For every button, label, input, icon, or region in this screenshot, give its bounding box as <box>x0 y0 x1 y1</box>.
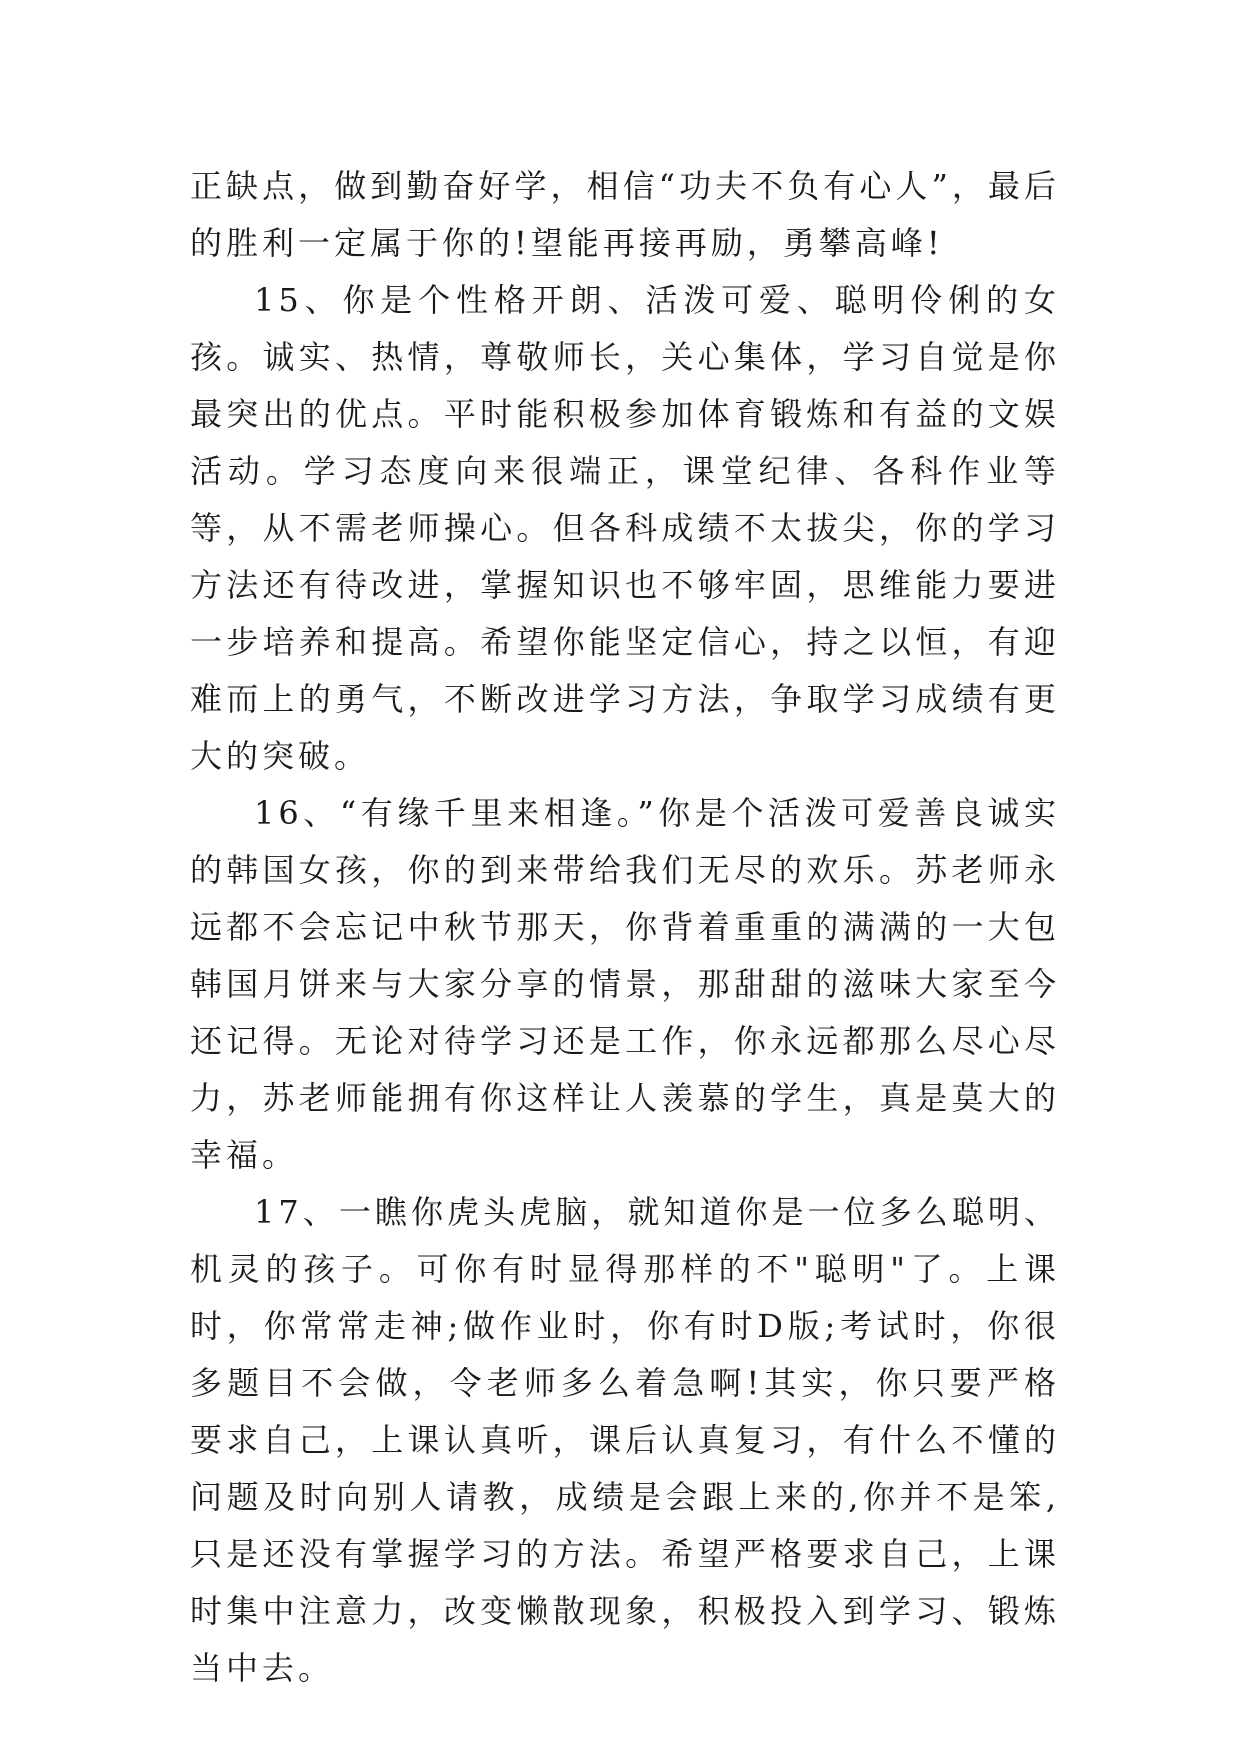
paragraph-15: 15、你是个性格开朗、活泼可爱、聪明伶俐的女孩。诚实、热情，尊敬师长，关心集体，学习自觉是你最突出的优点。平时能积极参加体育锻炼和有益的文娱活动。学习态度向来很端正，课堂纪律、各科作业等等，从不需老师操心。但各科成绩不太拔尖，你的学习方法还有待改进，掌握知识也不够牢固，思维能力要进一步培养和提高。希望你能坚定信心，持之以恒，有迎难而上的勇气，不断改进学习方法，争取学习成绩有更大的突破。 <box>190 281 1060 775</box>
paragraph-17: 17、一瞧你虎头虎脑，就知道你是一位多么聪明、机灵的孩子。可你有时显得那样的不"聪明"了。上课时，你常常走神;做作业时，你有时D版;考试时，你很多题目不会做，令老师多么着急啊!其实，你只要严格要求自己，上课认真听，课后认真复习，有什么不懂的问题及时向别人请教，成绩是会跟上来的,你并不是笨,只是还没有掌握学习的方法。希望严格要求自己，上课时集中注意力，改变懒散现象，积极投入到学习、锻炼当中去。 <box>190 1193 1060 1687</box>
paragraph-14-continuation: 正缺点，做到勤奋好学，相信“功夫不负有心人”，最后的胜利一定属于你的!望能再接再励，勇攀高峰! <box>190 167 1060 262</box>
paragraph-16: 16、“有缘千里来相逢。”你是个活泼可爱善良诚实的韩国女孩，你的到来带给我们无尽的欢乐。苏老师永远都不会忘记中秋节那天，你背着重重的满满的一大包韩国月饼来与大家分享的情景，那甜甜的滋味大家至今还记得。无论对待学习还是工作，你永远都那么尽心尽力，苏老师能拥有你这样让人羡慕的学生，真是莫大的幸福。 <box>190 794 1060 1174</box>
document-body <box>190 158 1060 1697</box>
